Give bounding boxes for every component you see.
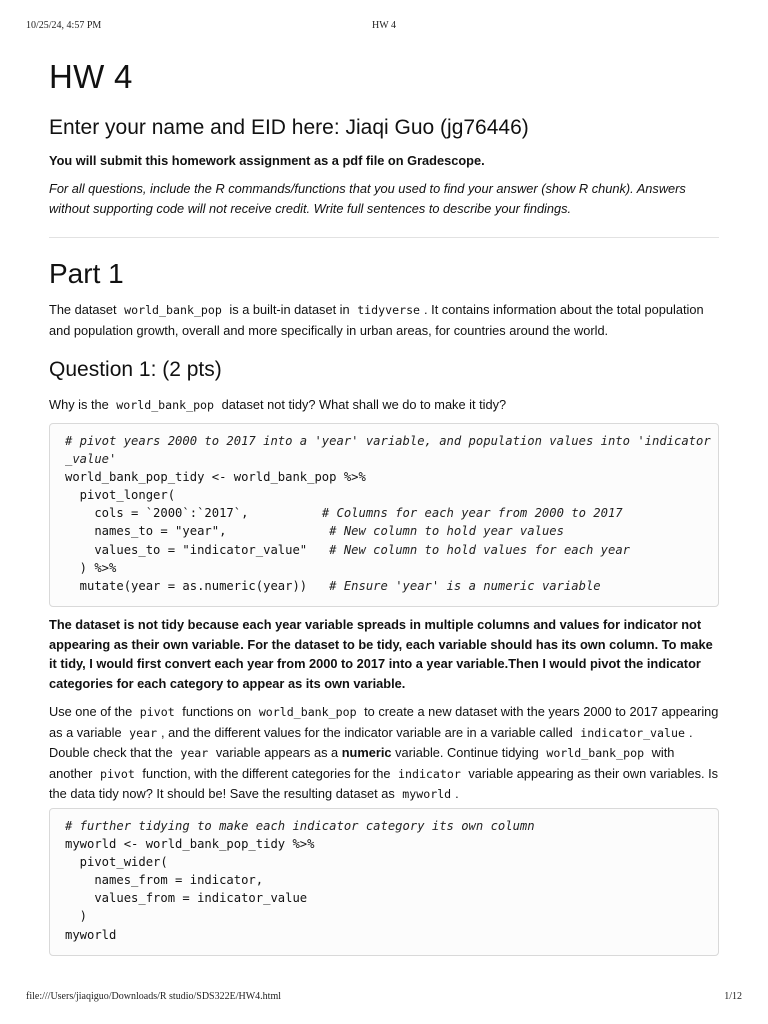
part1-heading: Part 1 — [49, 258, 124, 289]
inline-code: world_bank_pop — [116, 398, 215, 412]
code-block-pivot-longer: # pivot years 2000 to 2017 into a 'year' variable, and population values into 'indicator _value' world_bank_pop_tidy <- world_bank_pop %>% pivot_longer( cols = `2000`:`2017`, # Columns for each year from 2000 to 2017 names_to = "year", # New column to hold year values values_to = "indicator_value" # New column to hold values for each year ) %>% mutate(year = as.numeric(year)) # Ensure 'year' is a numeric variable — [49, 423, 719, 607]
print-doc-title: HW 4 — [372, 20, 396, 31]
inline-code: indicator — [398, 766, 461, 781]
dataset-intro-paragraph: The dataset world_bank_pop is a built-in dataset in tidyverse . It contains information about the total population and population growth, overall and more specifically in urban areas, for countries around the world. — [49, 302, 704, 338]
print-header — [26, 20, 742, 34]
print-file-path: file:///Users/jiaqiguo/Downloads/R studio/SDS322E/HW4.html — [26, 991, 281, 1002]
name-heading: Enter your name and EID here: Jiaqi Guo (jg76446) — [49, 116, 529, 139]
submit-note: You will submit this homework assignment as a pdf file on Gradescope. — [49, 153, 485, 168]
inline-code: pivot — [99, 766, 135, 781]
inline-code: year — [129, 725, 158, 740]
section-divider — [49, 237, 719, 238]
inline-code: pivot — [139, 705, 175, 719]
print-page-number: 1/12 — [724, 991, 742, 1002]
inline-code: indicator_value — [580, 725, 685, 740]
code-block-pivot-wider: # further tidying to make each indicator category its own column myworld <- world_bank_pop_tidy %>% pivot_wider( names_from = indicator, values_from = indicator_value ) myworld — [49, 808, 719, 956]
print-footer — [26, 991, 742, 1005]
inline-code: world_bank_pop — [258, 705, 357, 719]
inline-code: myworld — [402, 787, 452, 801]
inline-code: world_bank_pop — [124, 303, 222, 317]
instructions-paragraph: For all questions, include the R commands/functions that you used to find your answer (show R chunk). Answers without supporting code will not receive credit. Write full sentences to describe your findings. — [49, 181, 686, 216]
inline-code: year — [180, 746, 209, 760]
instruction-paragraph: Use one of the pivot functions on world_bank_pop to create a new dataset with the years 2000 to 2017 appearing as a variable year , and the different values for the indicator variable are in a variable called indicator_value . Double check that the year variable appears as a numeric variable. Continue tidying world_bank_pop with another pivot function, with the different categories for the indicator variable appearing as their own variables. Is the data tidy now? It should be! Save the resulting dataset as myworld . — [49, 704, 719, 801]
inline-code: world_bank_pop — [546, 746, 645, 760]
question1-prompt: Why is the world_bank_pop dataset not tidy? What shall we do to make it tidy? — [49, 397, 507, 412]
inline-code: tidyverse — [357, 303, 421, 317]
answer-paragraph: The dataset is not tidy because each year variable spreads in multiple columns and values for indicator not appearing as their own variable. For the dataset to be tidy, each variable should has its own column. To make it tidy, I would first convert each year from 2000 to 2017 into a year variable.Then I would pivot the indicator categories for each category to appear as its own variable. — [49, 617, 713, 691]
question1-heading: Question 1: (2 pts) — [49, 358, 222, 381]
page-title: HW 4 — [49, 58, 133, 95]
print-datetime: 10/25/24, 4:57 PM — [26, 20, 102, 31]
